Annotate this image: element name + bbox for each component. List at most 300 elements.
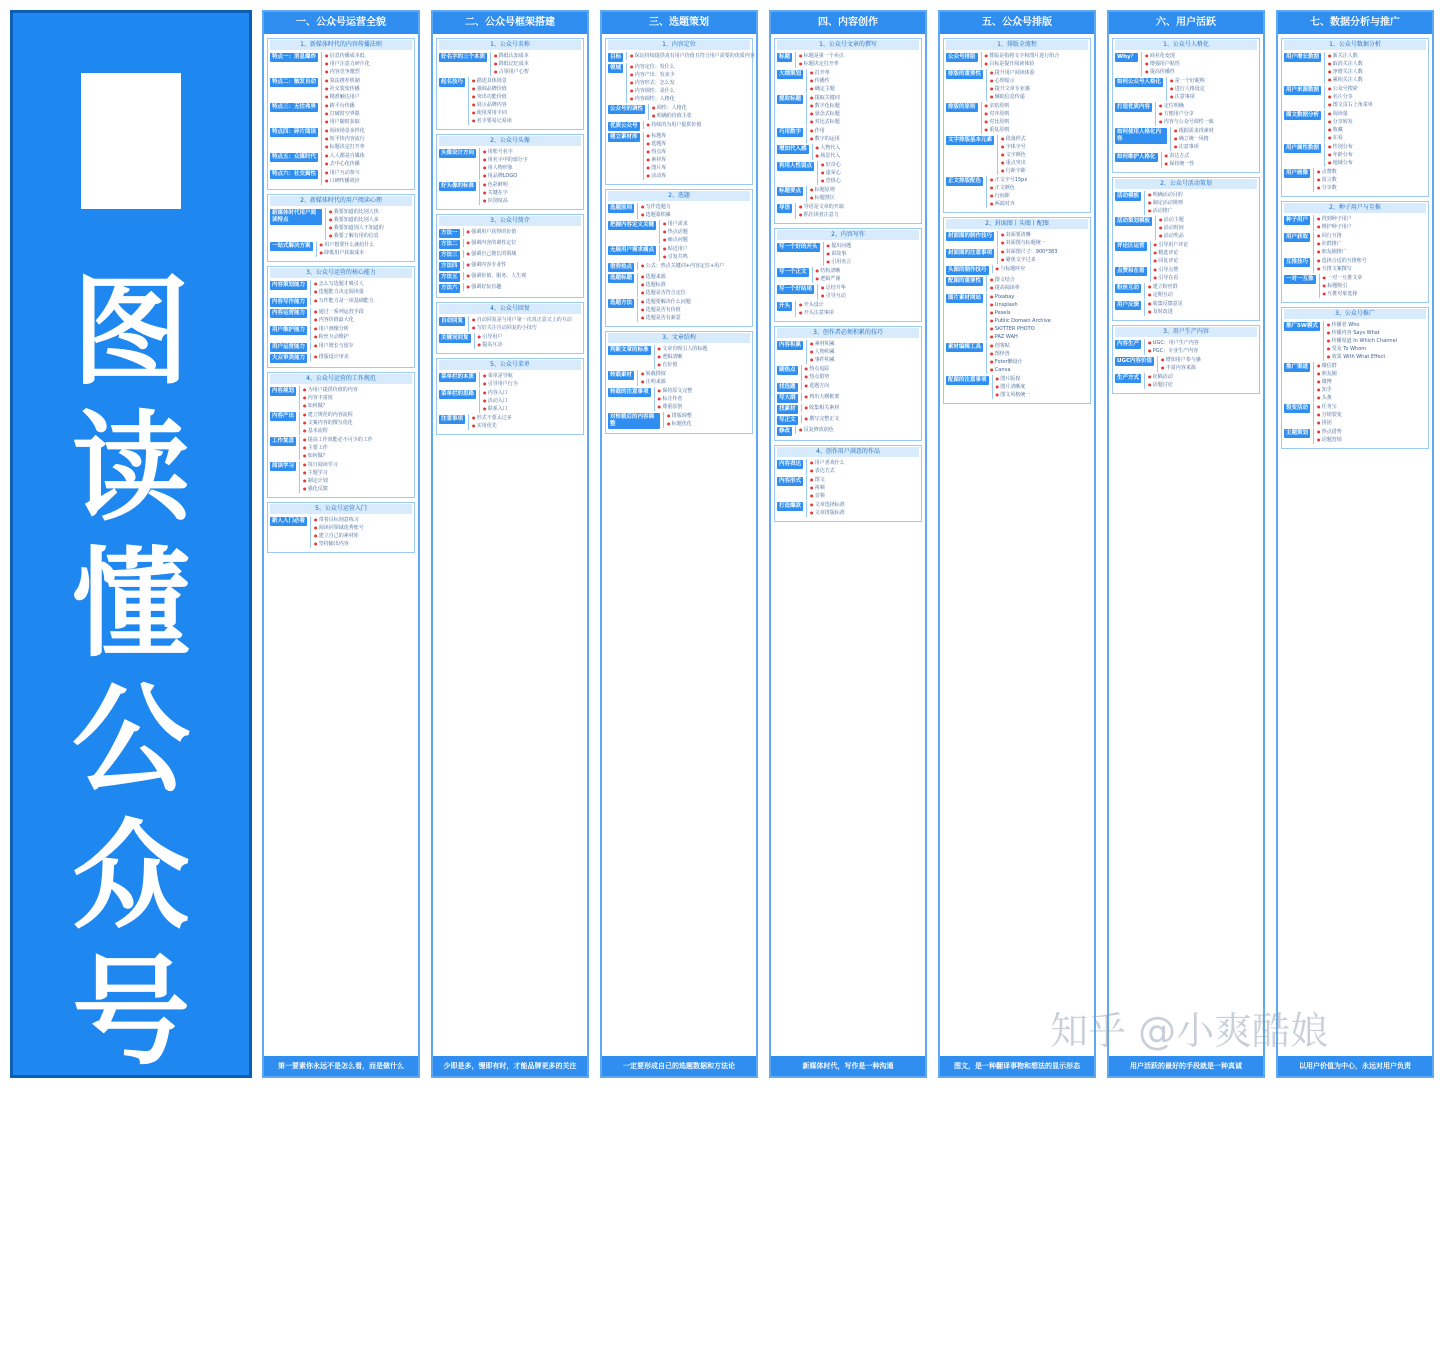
branch-node: 找选题: [779, 384, 796, 390]
branch: [270, 411, 412, 435]
leaf-item: ● 撰写完整正文: [805, 415, 919, 423]
section: [774, 228, 922, 322]
leaf-item: ● 图文: [810, 476, 919, 484]
leaf-item: ● 我要了解有用的信息: [329, 232, 412, 240]
leaf-item: ● 内容定位：发什么: [630, 63, 750, 71]
leaf-item: ● 一对一互推文章: [1323, 274, 1426, 282]
leaf-item: ● 封面图与标题统一: [1001, 239, 1088, 247]
leaf-item: ● 强调好玩有趣: [467, 283, 581, 291]
branch-node: 转载的注意事项: [610, 389, 649, 395]
leaf-item: ● 两端对齐: [990, 200, 1088, 208]
branch: [777, 340, 919, 364]
leaf-item: ● 视频: [810, 484, 919, 492]
branch-leaves: [997, 248, 1088, 264]
branch: [777, 242, 919, 266]
branch-leaves: [626, 63, 750, 103]
column-title: 三、选题策划: [602, 12, 756, 34]
branch: [608, 245, 750, 261]
leaf-item: ● 目标是提升阅读体验: [985, 60, 1088, 68]
section-title: 2、新媒体时代的用户阅读心理: [270, 196, 412, 206]
branch: [270, 169, 412, 185]
leaf-item: ● 选题来源: [641, 273, 750, 281]
leaf-item: ● 用户注意力碎片化: [325, 60, 412, 68]
branch-leaves: [310, 280, 412, 296]
branch: [270, 127, 412, 151]
branch-leaves: [637, 203, 750, 219]
leaf-item: ● 贴近用户: [663, 245, 750, 253]
section-title: 3、用户生产内容: [1115, 327, 1257, 337]
section-title: 1、内容定位: [608, 40, 750, 50]
branch-leaves: [463, 239, 581, 247]
branch-node: 内容规划: [272, 388, 295, 394]
leaf-item: ● 受众 To Whom: [1327, 345, 1426, 353]
section: [267, 502, 415, 553]
branch-leaves: [1313, 257, 1426, 273]
branch-node: 排版的重要性: [948, 71, 982, 77]
column-body: [433, 36, 587, 1054]
leaf-item: ● 拼团: [1317, 419, 1426, 427]
branch-node: 方法三: [441, 252, 458, 258]
column-title: 一、公众号运营全貌: [264, 12, 418, 34]
leaf-item: ● 选题是否符合定位: [641, 289, 750, 297]
branch-leaves: [463, 261, 581, 269]
branch: [439, 181, 581, 205]
leaf-item: ● 音频: [810, 492, 919, 500]
branch-node: 导语: [779, 205, 791, 211]
branch-leaves: [468, 316, 581, 332]
column-footer: 用户活跃的最好的手段就是一种真诚: [1109, 1056, 1263, 1076]
hero-char: 读: [71, 399, 190, 537]
leaf-item: ● 传播性: [810, 77, 919, 85]
section-title: 3、公众号运营的核心能力: [270, 268, 412, 278]
column-2: [431, 10, 589, 1078]
leaf-item: ● 提高阅读率: [990, 284, 1088, 292]
branch: [439, 272, 581, 282]
leaf-item: ● 热点追踪: [805, 365, 919, 373]
branch-leaves: [316, 241, 412, 257]
branch: [1115, 102, 1257, 126]
leaf-item: ● 朋友圈: [1317, 370, 1426, 378]
leaf-item: ● 用人物形象: [483, 164, 581, 172]
leaf-item: ● 占领用户心智: [494, 68, 581, 76]
column-footer: 新媒体时代，写作是一种沟通: [771, 1056, 925, 1076]
branch-node: 裂变活动: [1286, 405, 1309, 411]
leaf-item: ● 标题决定打开率: [325, 143, 412, 151]
leaf-item: ● 写好关注自动回复的小技巧: [472, 324, 581, 332]
leaf-item: ● 引发共鸣: [663, 253, 750, 261]
branch-leaves: [299, 461, 412, 493]
branch-node: 一站式解决方案: [272, 243, 311, 249]
branch-leaves: [474, 333, 581, 349]
branch-leaves: [648, 104, 750, 120]
branch-node: 封面图的注意事项: [948, 250, 993, 256]
branch-node: 种子用户: [1286, 217, 1309, 223]
leaf-item: ● 标题是第一个卖点: [799, 52, 919, 60]
leaf-item: ● 性别分布: [1328, 143, 1426, 151]
leaf-item: ● 累积关注人数: [1328, 76, 1426, 84]
leaf-item: ● 表达方式: [810, 467, 919, 475]
branch-node: 方法二: [441, 241, 458, 247]
section: [1112, 38, 1260, 173]
branch-leaves: [654, 345, 750, 369]
branch-leaves: [468, 77, 581, 125]
leaf-item: ● 逻辑清晰: [658, 353, 750, 361]
branch-leaves: [1324, 110, 1426, 142]
leaf-item: ● 图片清晰度: [996, 383, 1088, 391]
branch-node: 增加代入感: [779, 146, 807, 152]
branch-node: 配图的重要性: [948, 278, 982, 284]
branch: [270, 77, 412, 101]
branch-leaves: [986, 293, 1088, 341]
leaf-item: ● 调性：人格化: [652, 104, 750, 112]
section-title: 2、公众号活动策划: [1115, 179, 1257, 189]
leaf-item: ● 算法推荐机制: [325, 77, 412, 85]
leaf-item: ● 逻辑严谨: [816, 275, 919, 283]
leaf-item: ● 对比式标题: [810, 118, 919, 126]
leaf-item: ● 引导在看: [1154, 274, 1257, 282]
branch: [608, 345, 750, 369]
section-title: 2、种子用户与互推: [1284, 203, 1426, 213]
branch: [946, 52, 1088, 68]
leaf-item: ● 微信群: [1317, 362, 1426, 370]
branch: [777, 284, 919, 300]
leaf-item: ● 心理暗示: [990, 77, 1088, 85]
branch-node: 用户获取: [1286, 234, 1309, 240]
leaf-item: ● 辅助信息传递: [990, 93, 1088, 101]
branch-leaves: [321, 169, 412, 185]
branch-leaves: [992, 375, 1088, 399]
leaf-item: ● 名片分享: [1328, 93, 1426, 101]
branch: [1115, 356, 1257, 372]
leaf-item: ● 活动库: [647, 172, 750, 180]
leaf-item: ● 表达方式: [1165, 152, 1257, 160]
leaf-item: ● 制定活动规则: [1148, 199, 1257, 207]
leaf-item: ● 根据需求找素材: [1174, 127, 1257, 135]
branch-leaves: [1144, 373, 1257, 389]
hero-title: [66, 73, 196, 1352]
branch: [946, 176, 1088, 208]
branch-node: 用户属性数据: [1286, 145, 1320, 151]
branch: [777, 144, 919, 160]
branch: [1284, 168, 1426, 192]
section: [605, 331, 753, 434]
leaf-item: ● 选题是否有新意: [641, 314, 750, 322]
leaf-item: ● 图文风格统一: [996, 391, 1088, 399]
hero-char: 公: [71, 671, 190, 809]
leaf-item: ● 内容产出：发多少: [630, 71, 750, 79]
branch-leaves: [490, 52, 581, 76]
branch-node: 大众审美能力: [272, 355, 306, 361]
branch-node: 领域: [610, 65, 622, 71]
branch-leaves: [654, 387, 750, 411]
section-title: 5、公众号菜单: [439, 360, 581, 370]
branch: [946, 102, 1088, 134]
branch-leaves: [321, 102, 412, 126]
branch-node: 封面图的制作技巧: [948, 233, 993, 239]
leaf-item: ● PAZ WAH: [990, 333, 1088, 341]
branch-node: 找素材: [779, 406, 796, 412]
column-footer: 以用户价值为中心，永远对用户负责: [1278, 1056, 1432, 1076]
leaf-item: ● 引导用户: [478, 333, 581, 341]
branch: [608, 370, 750, 386]
branch-node: 关键词回复: [441, 335, 469, 341]
branch: [1115, 300, 1257, 316]
branch-node: 用户来源数据: [1286, 87, 1320, 93]
branch-node: 转载素材: [610, 372, 633, 378]
leaf-item: ● 抓住读者注意力: [799, 211, 919, 219]
branch-node: UGC内容价值: [1117, 358, 1153, 364]
section-title: 4、创作用户满意的作品: [777, 447, 919, 457]
leaf-item: ● 建立自己的素材库: [314, 532, 412, 540]
leaf-item: ● 行间距: [990, 192, 1088, 200]
branch-node: 头图的制作技巧: [948, 267, 987, 273]
leaf-item: ● 内容丰富度: [303, 394, 412, 402]
section-title: 4、公众号运营的工作规范: [270, 374, 412, 384]
branch-node: 写正文: [779, 417, 796, 423]
branch-node: 方法一: [441, 230, 458, 236]
leaf-item: ● 为用户提供价值的内容: [303, 386, 412, 394]
branch: [270, 297, 412, 307]
section: [774, 38, 922, 224]
branch-leaves: [806, 459, 919, 475]
branch-node: 内容积累: [779, 342, 802, 348]
leaf-item: ● 内容价值最大化: [314, 316, 412, 324]
branch: [1115, 152, 1257, 168]
leaf-item: ● 重点突出: [1001, 159, 1088, 167]
leaf-item: ● 效果 With What Effect: [1327, 353, 1426, 361]
branch-leaves: [321, 152, 412, 168]
branch: [777, 267, 919, 283]
leaf-item: ● 收集反馈意见: [1148, 300, 1257, 308]
branch: [946, 293, 1088, 341]
leaf-item: ● 口碑传播效应: [325, 177, 412, 185]
leaf-item: ● 我要知道的比别人快: [329, 208, 412, 216]
branch-leaves: [643, 132, 750, 180]
branch: [439, 261, 581, 271]
branch: [1284, 215, 1426, 231]
branch: [777, 161, 919, 185]
branch-leaves: [806, 476, 919, 500]
branch-node: 选题标题: [610, 275, 633, 281]
leaf-item: ● 实用优先: [472, 422, 581, 430]
branch-node: 配图的注意事项: [948, 377, 987, 383]
leaf-item: ● UGC：用户生产内容: [1148, 339, 1257, 347]
branch-leaves: [463, 228, 581, 236]
leaf-item: ● Pexels: [990, 309, 1088, 317]
branch: [777, 186, 919, 202]
column-title: 七、数据分析与推广: [1278, 12, 1432, 34]
leaf-item: ● 图文页右上角菜单: [1328, 101, 1426, 109]
section-title: 1、排版全流程: [946, 40, 1088, 50]
branch: [439, 372, 581, 388]
leaf-item: ● 强调价值、服务、人生观: [467, 272, 581, 280]
branch-node: 正文排版配色: [948, 178, 982, 184]
leaf-item: ● Pixabay: [990, 293, 1088, 301]
leaf-item: ● 行距字距: [1001, 167, 1088, 175]
branch-node: 公众号的调性: [610, 106, 644, 112]
section: [605, 38, 753, 185]
section: [267, 38, 415, 190]
leaf-item: ● 有价值: [658, 361, 750, 369]
branch-leaves: [1150, 266, 1257, 282]
branch-node: 排版的原则: [948, 104, 976, 110]
leaf-item: ● 正文字号15px: [990, 176, 1088, 184]
leaf-item: ● 创客贴: [990, 342, 1088, 350]
leaf-item: ● 强化反馈: [303, 485, 412, 493]
section-title: 1、公众号人格化: [1115, 40, 1257, 50]
leaf-item: ● 与标题呼应: [996, 265, 1088, 273]
leaf-item: ● 用账号名字: [483, 148, 581, 156]
section: [436, 214, 584, 298]
branch-node: 大纲策划: [779, 71, 802, 77]
branch-leaves: [463, 272, 581, 280]
branch-leaves: [795, 426, 919, 434]
leaf-item: ● 同行互推: [1317, 232, 1426, 240]
branch-leaves: [468, 414, 581, 430]
branch: [608, 104, 750, 120]
leaf-item: ● 商业化变现: [1145, 52, 1257, 60]
branch: [439, 333, 581, 349]
branch-node: 用户运营能力: [272, 344, 306, 350]
leaf-item: ● 地域分布: [1328, 159, 1426, 167]
branch-leaves: [1150, 241, 1257, 265]
branch: [270, 208, 412, 240]
leaf-item: ● 粉丝互动维护: [314, 333, 412, 341]
leaf-item: ● 信息传播成本低: [325, 52, 412, 60]
leaf-item: ● 通过一系列运营手段: [314, 308, 412, 316]
leaf-item: ● 选题是否有价值: [641, 306, 750, 314]
leaf-item: ● 列出大纲框架: [805, 393, 919, 401]
branch-node: 好头像的标准: [441, 183, 475, 189]
branch-node: 如何维护人格化: [1117, 154, 1156, 160]
branch: [439, 228, 581, 238]
branch: [608, 412, 750, 429]
branch-node: 特点六：社交属性: [272, 171, 317, 177]
branch: [1284, 85, 1426, 109]
leaf-item: ● 定位明确: [1159, 102, 1257, 110]
branch-node: 方法六: [441, 285, 458, 291]
branch-node: 标题: [779, 54, 791, 60]
section-title: 5、公众号运营入门: [270, 504, 412, 514]
branch-leaves: [1313, 215, 1426, 231]
branch: [1115, 77, 1257, 101]
leaf-item: ● 封面要清晰: [1001, 231, 1088, 239]
branch-node: 写一个正文: [779, 269, 807, 275]
leaf-item: ● 用户喜欢什么: [810, 459, 919, 467]
leaf-item: ● 热点借势: [1317, 428, 1426, 436]
branch-node: 菜单栏的本质: [441, 374, 475, 380]
leaf-item: ● 引导用户行为: [483, 380, 581, 388]
branch-leaves: [310, 342, 412, 350]
branch: [1115, 191, 1257, 215]
section: [436, 302, 584, 354]
column-1: [262, 10, 420, 1078]
branch: [1284, 321, 1426, 361]
branch-node: 巧用数字: [779, 129, 802, 135]
branch-node: 开头: [779, 303, 791, 309]
branch: [439, 148, 581, 180]
branch-leaves: [663, 412, 750, 428]
leaf-item: ● 人物积累: [810, 348, 919, 356]
leaf-item: ● 阅读同领域优秀账号: [314, 524, 412, 532]
section: [267, 194, 415, 262]
section-title: 3、公众号推广: [1284, 309, 1426, 319]
branch-leaves: [1170, 127, 1257, 151]
branch-node: 内容表达: [779, 461, 802, 467]
leaf-item: ● 正文颜色: [990, 184, 1088, 192]
leaf-item: ● 标注作者: [658, 395, 750, 403]
leaf-item: ● 对齐原则: [985, 110, 1088, 118]
column-body: [264, 36, 418, 1054]
branch-node: 特点二：触发自动: [272, 79, 317, 85]
branch-node: 菜单栏的思路: [441, 391, 475, 397]
leaf-item: ● 注意事项: [1170, 93, 1257, 101]
branch-node: 建立素材库: [610, 134, 638, 140]
branch: [777, 426, 919, 436]
branch-leaves: [1166, 77, 1257, 101]
column-body: [771, 36, 925, 1054]
leaf-item: ● Unsplash: [990, 301, 1088, 309]
branch-node: 头像设计方向: [441, 150, 475, 156]
hero-char: 懂: [71, 535, 190, 673]
leaf-item: ● 坚持输出内容: [314, 540, 412, 548]
leaf-item: ● 持续的为用户提供价值: [647, 121, 750, 129]
leaf-item: ● 提取关键词: [810, 94, 919, 102]
leaf-item: ● 标题禁区: [810, 194, 919, 202]
leaf-item: ● 结构清晰: [816, 267, 919, 275]
branch-leaves: [321, 127, 412, 151]
branch: [439, 283, 581, 293]
branch: [946, 231, 1088, 247]
branch-leaves: [997, 135, 1088, 175]
section: [267, 266, 415, 368]
leaf-item: ● 导语是文章的开端: [799, 203, 919, 211]
branch-node: 利用人性弱点: [779, 163, 813, 169]
leaf-item: ● 选题要解决什么问题: [641, 298, 750, 306]
section-title: 2、内容写作: [777, 230, 919, 240]
branch: [270, 342, 412, 352]
hero-char: 营: [71, 1215, 190, 1353]
leaf-item: ● 写作选题力: [641, 203, 750, 211]
leaf-item: ● 标题吸引: [1323, 282, 1426, 290]
branch-node: 注意事项: [441, 416, 464, 422]
leaf-item: ● 活动奖品: [1159, 232, 1257, 240]
branch: [270, 308, 412, 324]
hero-char: 众: [71, 807, 190, 945]
branch-leaves: [1141, 52, 1257, 76]
leaf-item: ● 怎么写选题才吸引人: [314, 280, 412, 288]
leaf-item: ● 标题库: [647, 132, 750, 140]
leaf-item: ● 朋友圈推广: [1317, 248, 1426, 256]
branch-node: 优质公众号: [610, 123, 638, 129]
branch-leaves: [299, 411, 412, 435]
branch: [439, 414, 581, 430]
leaf-item: ● 保持原文完整: [658, 387, 750, 395]
branch-node: 借势热点: [610, 264, 633, 270]
leaf-item: ● 恐惧心: [821, 177, 919, 185]
leaf-item: ● 热点库: [647, 148, 750, 156]
leaf-item: ● 方便用户分享: [1159, 110, 1257, 118]
branch-leaves: [1319, 274, 1426, 298]
branch-leaves: [812, 144, 919, 160]
branch-node: 自动回复: [441, 318, 464, 324]
section-title: 3、文章结构: [608, 333, 750, 343]
branch: [1115, 241, 1257, 265]
leaf-item: ● 明确活动目的: [1148, 191, 1257, 199]
branch: [270, 102, 412, 126]
leaf-item: ● 转载授权: [641, 370, 750, 378]
branch-leaves: [637, 298, 750, 322]
